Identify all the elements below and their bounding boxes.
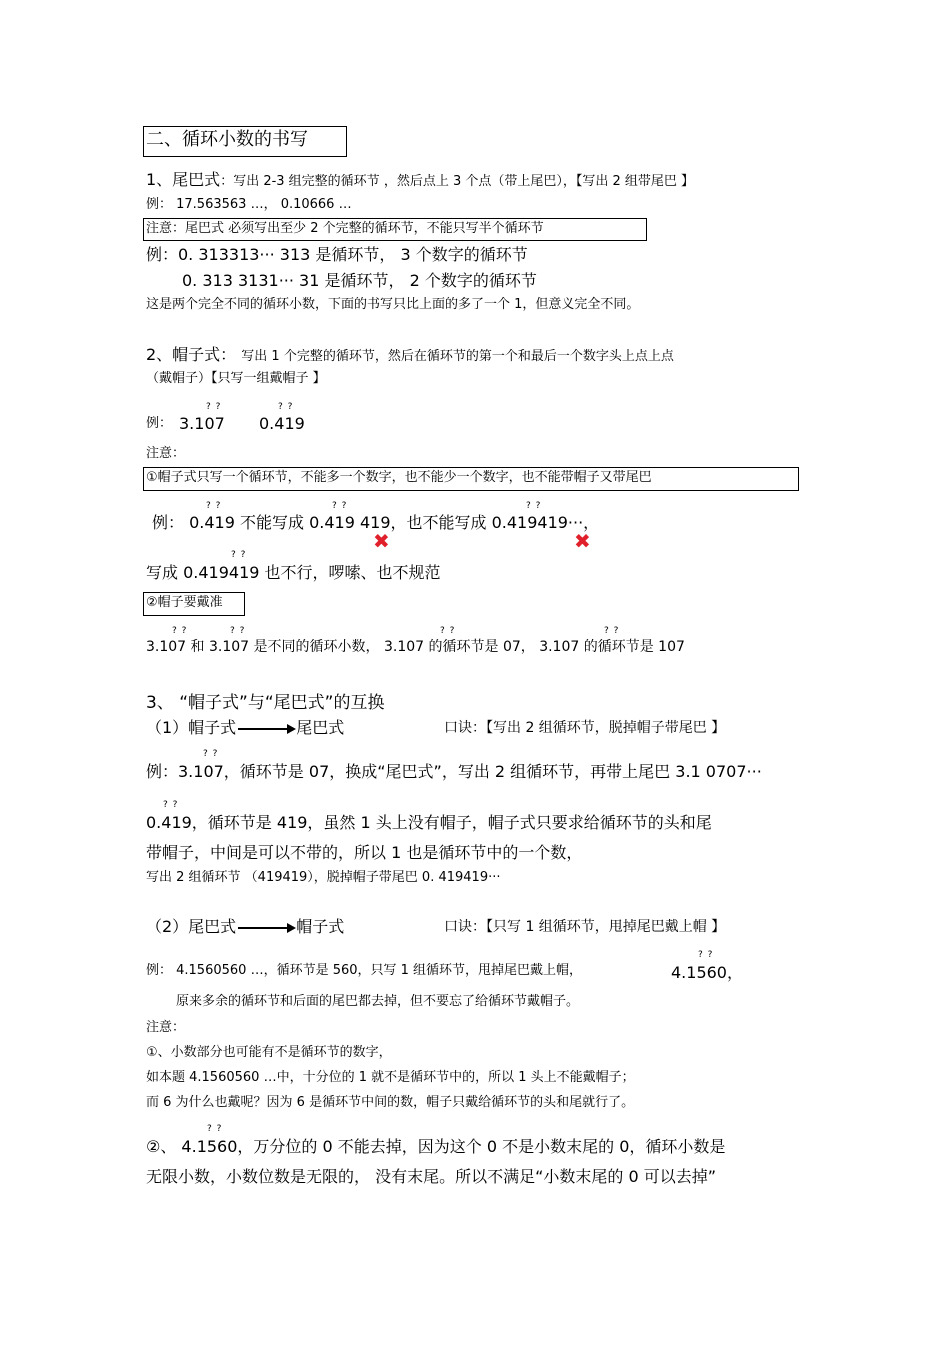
rule2-dots-2: ? ?: [230, 626, 246, 636]
wrong-dots-4: ? ?: [231, 550, 247, 560]
sub2-left: （2）尾巴式: [146, 917, 237, 936]
tail-heading: 1、尾巴式: [146, 170, 221, 189]
convert-sub1: [146, 718, 344, 737]
hat-heading-line: [146, 345, 674, 365]
convert-note-1: ①、小数部分也可能有不是循环节的数字，: [146, 1045, 392, 1060]
sub2-example-1: 例： 4.1560560 …，循环节是 560，只写 1 组循环节，甩掉尾巴戴上帽，: [146, 963, 583, 978]
hat-example-a: 3.107: [179, 414, 225, 433]
hat-wrong-line-2: 写成 0.419419 也不行，啰嗦、也不规范: [146, 563, 441, 582]
convert-note-5: 无限小数，小数位数是无限的， 没有末尾。所以不满足“小数末尾的 0 可以去掉”: [146, 1167, 717, 1186]
sub1-example-3: 带帽子，中间是可以不带的，所以 1 也是循环节中的一个数，: [146, 843, 583, 862]
convert-heading: 3、 “帽子式”与“尾巴式”的互换: [146, 693, 385, 713]
sub1-example-2: 0.419，循环节是 419，虽然 1 头上没有帽子，帽子式只要求给循环节的头和尾: [146, 813, 712, 832]
sub2-dots-1: ? ?: [698, 950, 714, 960]
sub1-right: 尾巴式: [296, 718, 345, 737]
sub1-dots-1: ? ?: [203, 749, 219, 759]
convert-note-4: ②、 4.1560，万分位的 0 不能去掉，因为这个 0 不是小数末尾的 0，循环小数是: [146, 1137, 726, 1156]
hat-note-label: 注意：: [146, 446, 186, 461]
tail-heading-line: [146, 170, 694, 190]
wrong-dots-1: ? ?: [206, 501, 222, 511]
rule2-dots-1: ? ?: [172, 626, 188, 636]
wrong-x-icon-1: ✖: [373, 529, 390, 553]
hat-desc-2: （戴帽子）【只写一组戴帽子 】: [146, 371, 326, 386]
hat-rule2: ②帽子要戴准: [146, 595, 223, 610]
tail-example: 例： 17.563563 …， 0.10666 …: [146, 197, 352, 212]
sub1-dots-2: ? ?: [163, 800, 179, 810]
note4-dots: ? ?: [207, 1124, 223, 1134]
wrong-x-icon-2: ✖: [574, 529, 591, 553]
hat-example-b: 0.419: [259, 414, 305, 433]
hat-dots-a: ? ?: [206, 402, 222, 412]
tail-example-1: 例：0. 313313··· 313 是循环节， 3 个数字的循环节: [146, 245, 528, 264]
convert-note-label: 注意：: [146, 1020, 186, 1035]
hat-rule1: ①帽子式只写一个循环节，不能多一个数字，也不能少一个数字，也不能带帽子又带尾巴: [146, 470, 652, 485]
convert-note-2: 如本题 4.1560560 …中，十分位的 1 就不是循环节中的，所以 1 头上不能戴帽子；: [146, 1070, 635, 1085]
tail-desc: ：写出 2-3 组完整的循环节 ，然后点上 3 个点（带上尾巴），【写出 2 组带尾巴 】: [220, 174, 695, 189]
sub2-right: 帽子式: [296, 917, 345, 936]
wrong-dots-2: ? ?: [332, 501, 348, 511]
rule2-dots-3: ? ?: [440, 626, 456, 636]
sub1-example-4: 写出 2 组循环节 （419419），脱掉帽子带尾巴 0. 419419···: [146, 870, 501, 885]
convert-note-3: 而 6 为什么也戴呢？因为 6 是循环节中间的数，帽子只戴给循环节的头和尾就行了。: [146, 1095, 635, 1110]
hat-wrong-line: 例： 0.419 不能写成 0.419 419，也不能写成 0.419419···，: [152, 513, 600, 532]
tail-note: 注意：尾巴式 必须写出至少 2 个完整的循环节，不能只写半个循环节: [146, 221, 544, 236]
arrow-right-icon-2: [238, 927, 294, 929]
sub1-tip: 口诀：【写出 2 组循环节，脱掉帽子带尾巴 】: [444, 720, 726, 736]
section-title: 二、循环小数的书写: [146, 129, 308, 150]
sub1-example-1: 例：3.107，循环节是 07，换成“尾巴式”，写出 2 组循环节，再带上尾巴 3.1 0707···: [146, 762, 762, 781]
tail-example-2: 0. 313 3131··· 31 是循环节， 2 个数字的循环节: [182, 271, 537, 290]
sub2-example-2: 原来多余的循环节和后面的尾巴都去掉，但不要忘了给循环节戴帽子。: [176, 994, 580, 1009]
hat-rule2-line: 3.107 和 3.107 是不同的循环小数， 3.107 的循环节是 07， 3.107 的循环节是 107: [146, 639, 685, 655]
convert-sub2: [146, 917, 344, 936]
hat-desc-1: 写出 1 个完整的循环节，然后在循环节的第一个和最后一个数字头上点上点: [241, 349, 674, 364]
arrow-right-icon: [238, 728, 294, 730]
sub2-tip: 口诀：【只写 1 组循环节，甩掉尾巴戴上帽 】: [444, 919, 726, 935]
rule2-dots-4: ? ?: [604, 626, 620, 636]
hat-heading: 2、帽子式：: [146, 345, 237, 364]
hat-example-label: 例：: [146, 416, 173, 431]
sub2-example-num: 4.1560，: [671, 963, 743, 982]
wrong-dots-3: ? ?: [526, 501, 542, 511]
sub1-left: （1）帽子式: [146, 718, 237, 737]
hat-dots-b: ? ?: [278, 402, 294, 412]
tail-remark: 这是两个完全不同的循环小数，下面的书写只比上面的多了一个 1，但意义完全不同。: [146, 297, 640, 312]
